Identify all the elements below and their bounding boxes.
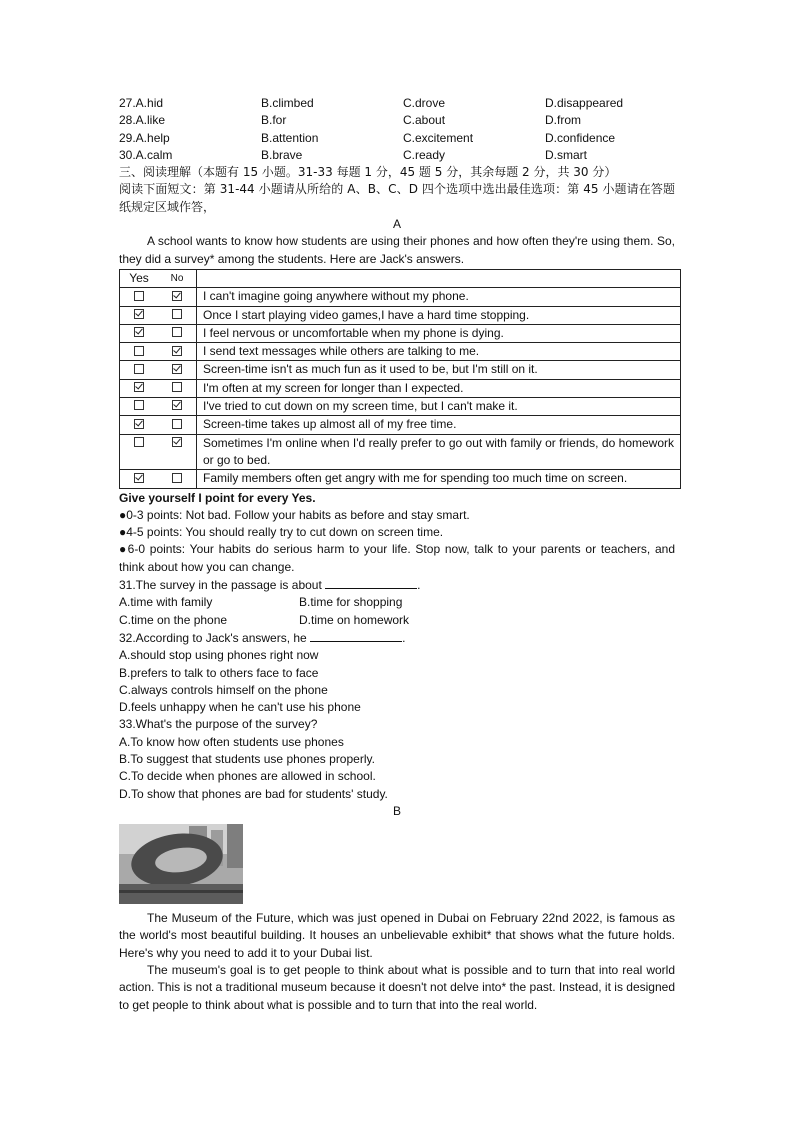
choice-d[interactable]: D.To show that phones are bad for students' study. bbox=[119, 786, 388, 801]
score-heading: Give yourself I point for every Yes. bbox=[119, 490, 316, 505]
choice-d[interactable]: D.feels unhappy when he can't use his phone bbox=[119, 700, 361, 715]
empty-box-icon bbox=[172, 473, 182, 483]
passage-a-label: A bbox=[392, 217, 401, 232]
survey-row bbox=[120, 361, 681, 379]
option-row bbox=[119, 95, 675, 112]
museum-photo-drawing bbox=[119, 824, 243, 904]
empty-box-icon bbox=[134, 346, 144, 356]
no-checkbox[interactable] bbox=[158, 361, 196, 378]
option-c: C.ready bbox=[403, 147, 446, 162]
option-b: B.climbed bbox=[261, 96, 314, 110]
survey-statement: I can't imagine going anywhere without my phone. bbox=[197, 288, 681, 306]
survey-statement: I'm often at my screen for longer than I expected. bbox=[197, 379, 681, 397]
question-stem-end: . bbox=[402, 630, 406, 645]
yes-checkbox[interactable] bbox=[120, 307, 158, 324]
yes-checkbox[interactable] bbox=[120, 361, 158, 378]
survey-statement: I feel nervous or uncomfortable when my phone is dying. bbox=[197, 324, 681, 342]
yes-checkbox[interactable] bbox=[120, 288, 158, 305]
section-instruction: 阅读下面短文：第 31-44 小题请从所给的 A、B、C、D 四个选项中选出最佳选项：第 45 小题请在答题纸规定区域作答， bbox=[119, 182, 675, 214]
option-a: 30.A.calm bbox=[119, 147, 173, 162]
empty-box-icon bbox=[134, 364, 144, 374]
yes-checkbox[interactable] bbox=[120, 325, 158, 342]
empty-box-icon bbox=[134, 291, 144, 301]
empty-box-icon bbox=[172, 327, 182, 337]
survey-row bbox=[120, 398, 681, 416]
choice-b[interactable]: B.time for shopping bbox=[299, 595, 403, 610]
checked-box-icon bbox=[172, 400, 182, 410]
museum-photo bbox=[119, 824, 243, 904]
survey-row bbox=[120, 434, 681, 470]
empty-box-icon bbox=[172, 382, 182, 392]
option-a: 29.A.help bbox=[119, 130, 170, 145]
choice-d[interactable]: D.time on homework bbox=[299, 612, 410, 627]
survey-header-row bbox=[120, 269, 681, 287]
option-c: C.excitement bbox=[403, 130, 474, 145]
no-checkbox[interactable] bbox=[158, 435, 196, 452]
passage-b-paragraph: The Museum of the Future, which was just opened in Dubai on February 22nd 2022, is famous as the world's most beautiful building. It houses an unbelievable exhibit* that shows what the future holds. Here's why you need to add it to your Dubai list. bbox=[119, 911, 675, 960]
question-33 bbox=[119, 716, 675, 802]
statement-header bbox=[197, 269, 681, 287]
empty-box-icon bbox=[134, 400, 144, 410]
no-checkbox[interactable] bbox=[158, 343, 196, 360]
option-row bbox=[119, 147, 675, 164]
choice-c[interactable]: C.To decide when phones are allowed in school. bbox=[119, 769, 376, 784]
survey-row bbox=[120, 343, 681, 361]
answer-blank[interactable] bbox=[325, 576, 417, 589]
survey-row bbox=[120, 470, 681, 488]
question-stem: 31.The survey in the passage is about bbox=[119, 578, 322, 593]
choice-c[interactable]: C.time on the phone bbox=[119, 612, 228, 627]
no-checkbox[interactable] bbox=[158, 470, 196, 487]
option-a: 28.A.like bbox=[119, 113, 166, 128]
checked-box-icon bbox=[134, 327, 144, 337]
answer-marks bbox=[120, 434, 197, 470]
survey-statement: I send text messages while others are talking to me. bbox=[197, 343, 681, 361]
checked-box-icon bbox=[172, 364, 182, 374]
choice-a[interactable]: A.should stop using phones right now bbox=[119, 648, 319, 663]
choice-b[interactable]: B.To suggest that students use phones properly. bbox=[119, 751, 375, 766]
page-content bbox=[119, 95, 675, 1014]
checked-box-icon bbox=[134, 419, 144, 429]
checked-box-icon bbox=[172, 291, 182, 301]
yes-checkbox[interactable] bbox=[120, 380, 158, 397]
survey-statement: Family members often get angry with me for spending too much time on screen. bbox=[197, 470, 681, 488]
score-item: ●6-0 points: Your habits do serious harm to your life. Stop now, talk to your parents or teachers, and think about how you can change. bbox=[119, 542, 675, 574]
option-b: B.brave bbox=[261, 147, 303, 162]
cloze-options bbox=[119, 95, 675, 164]
question-stem-end: . bbox=[417, 578, 421, 593]
survey-statement: Sometimes I'm online when I'd really prefer to go out with family or friends, do homework or go to bed. bbox=[197, 434, 681, 470]
option-a: 27.A.hid bbox=[119, 96, 164, 110]
question-stem: 32.According to Jack's answers, he bbox=[119, 630, 307, 645]
option-row bbox=[119, 130, 675, 147]
checked-box-icon bbox=[134, 473, 144, 483]
answer-marks bbox=[120, 361, 197, 379]
choice-a[interactable]: A.To know how often students use phones bbox=[119, 734, 344, 749]
answer-marks bbox=[120, 343, 197, 361]
survey-table bbox=[119, 269, 681, 489]
option-d: D.from bbox=[545, 113, 581, 128]
yes-header: Yes bbox=[129, 270, 149, 285]
passage-a-intro: A school wants to know how students are using their phones and how often they're using them. So, they did a survey* among the students. Here are Jack's answers. bbox=[119, 234, 675, 266]
no-checkbox[interactable] bbox=[158, 416, 196, 433]
survey-row bbox=[120, 324, 681, 342]
passage-b-paragraph: The museum's goal is to get people to think about what is possible and to turn that into real world action. This is not a traditional museum because it doesn't not delve into* the past. Instead, it is designed to get people to think about what is possible and to turn that into the real world. bbox=[119, 963, 675, 1012]
option-d: D.confidence bbox=[545, 130, 616, 145]
option-c: C.about bbox=[403, 113, 446, 128]
survey-statement: Screen-time isn't as much fun as it used to be, but I'm still on it. bbox=[197, 361, 681, 379]
no-checkbox[interactable] bbox=[158, 288, 196, 305]
option-c: C.drove bbox=[403, 96, 446, 110]
answer-marks bbox=[120, 288, 197, 306]
empty-box-icon bbox=[172, 309, 182, 319]
survey-row bbox=[120, 379, 681, 397]
no-header: No bbox=[170, 272, 184, 284]
checked-box-icon bbox=[134, 382, 144, 392]
no-checkbox[interactable] bbox=[158, 398, 196, 415]
empty-box-icon bbox=[134, 437, 144, 447]
survey-row bbox=[120, 306, 681, 324]
survey-statement: Once I start playing video games,I have a hard time stopping. bbox=[197, 306, 681, 324]
checked-box-icon bbox=[172, 437, 182, 447]
option-d: D.smart bbox=[545, 147, 587, 162]
answer-marks bbox=[120, 470, 197, 488]
question-stem: 33.What's the purpose of the survey? bbox=[119, 717, 318, 732]
no-checkbox[interactable] bbox=[158, 380, 196, 397]
yes-checkbox[interactable] bbox=[120, 470, 158, 487]
question-32 bbox=[119, 629, 675, 716]
answer-marks bbox=[120, 379, 197, 397]
empty-box-icon bbox=[172, 419, 182, 429]
yes-checkbox[interactable] bbox=[120, 343, 158, 360]
answer-blank[interactable] bbox=[310, 629, 402, 642]
option-d: D.disappeared bbox=[545, 96, 624, 110]
answer-marks bbox=[120, 416, 197, 434]
option-b: B.attention bbox=[261, 130, 319, 145]
passage-b-label: B bbox=[392, 803, 401, 818]
answer-marks bbox=[120, 398, 197, 416]
choice-b[interactable]: B.prefers to talk to others face to face bbox=[119, 665, 319, 680]
choice-a[interactable]: A.time with family bbox=[119, 595, 213, 610]
survey-row bbox=[120, 288, 681, 306]
survey-row bbox=[120, 416, 681, 434]
checked-box-icon bbox=[134, 309, 144, 319]
option-row bbox=[119, 112, 675, 129]
survey-statement: Screen-time takes up almost all of my free time. bbox=[197, 416, 681, 434]
question-31 bbox=[119, 576, 675, 629]
section-heading: 三、阅读理解（本题有 15 小题。31-33 每题 1 分，45 题 5 分，其余每题 2 分，共 30 分） bbox=[119, 165, 617, 180]
answer-marks bbox=[120, 306, 197, 324]
checked-box-icon bbox=[172, 346, 182, 356]
score-item: ●4-5 points: You should really try to cut down on screen time. bbox=[119, 525, 444, 540]
yes-checkbox[interactable] bbox=[120, 398, 158, 415]
option-b: B.for bbox=[261, 113, 287, 128]
answer-marks bbox=[120, 324, 197, 342]
no-checkbox[interactable] bbox=[158, 325, 196, 342]
survey-statement: I've tried to cut down on my screen time, but I can't make it. bbox=[197, 398, 681, 416]
yes-checkbox[interactable] bbox=[120, 435, 158, 452]
score-item: ●0-3 points: Not bad. Follow your habits as before and stay smart. bbox=[119, 507, 470, 522]
choice-c[interactable]: C.always controls himself on the phone bbox=[119, 682, 328, 697]
yes-no-header bbox=[120, 269, 197, 287]
yes-checkbox[interactable] bbox=[120, 416, 158, 433]
no-checkbox[interactable] bbox=[158, 307, 196, 324]
